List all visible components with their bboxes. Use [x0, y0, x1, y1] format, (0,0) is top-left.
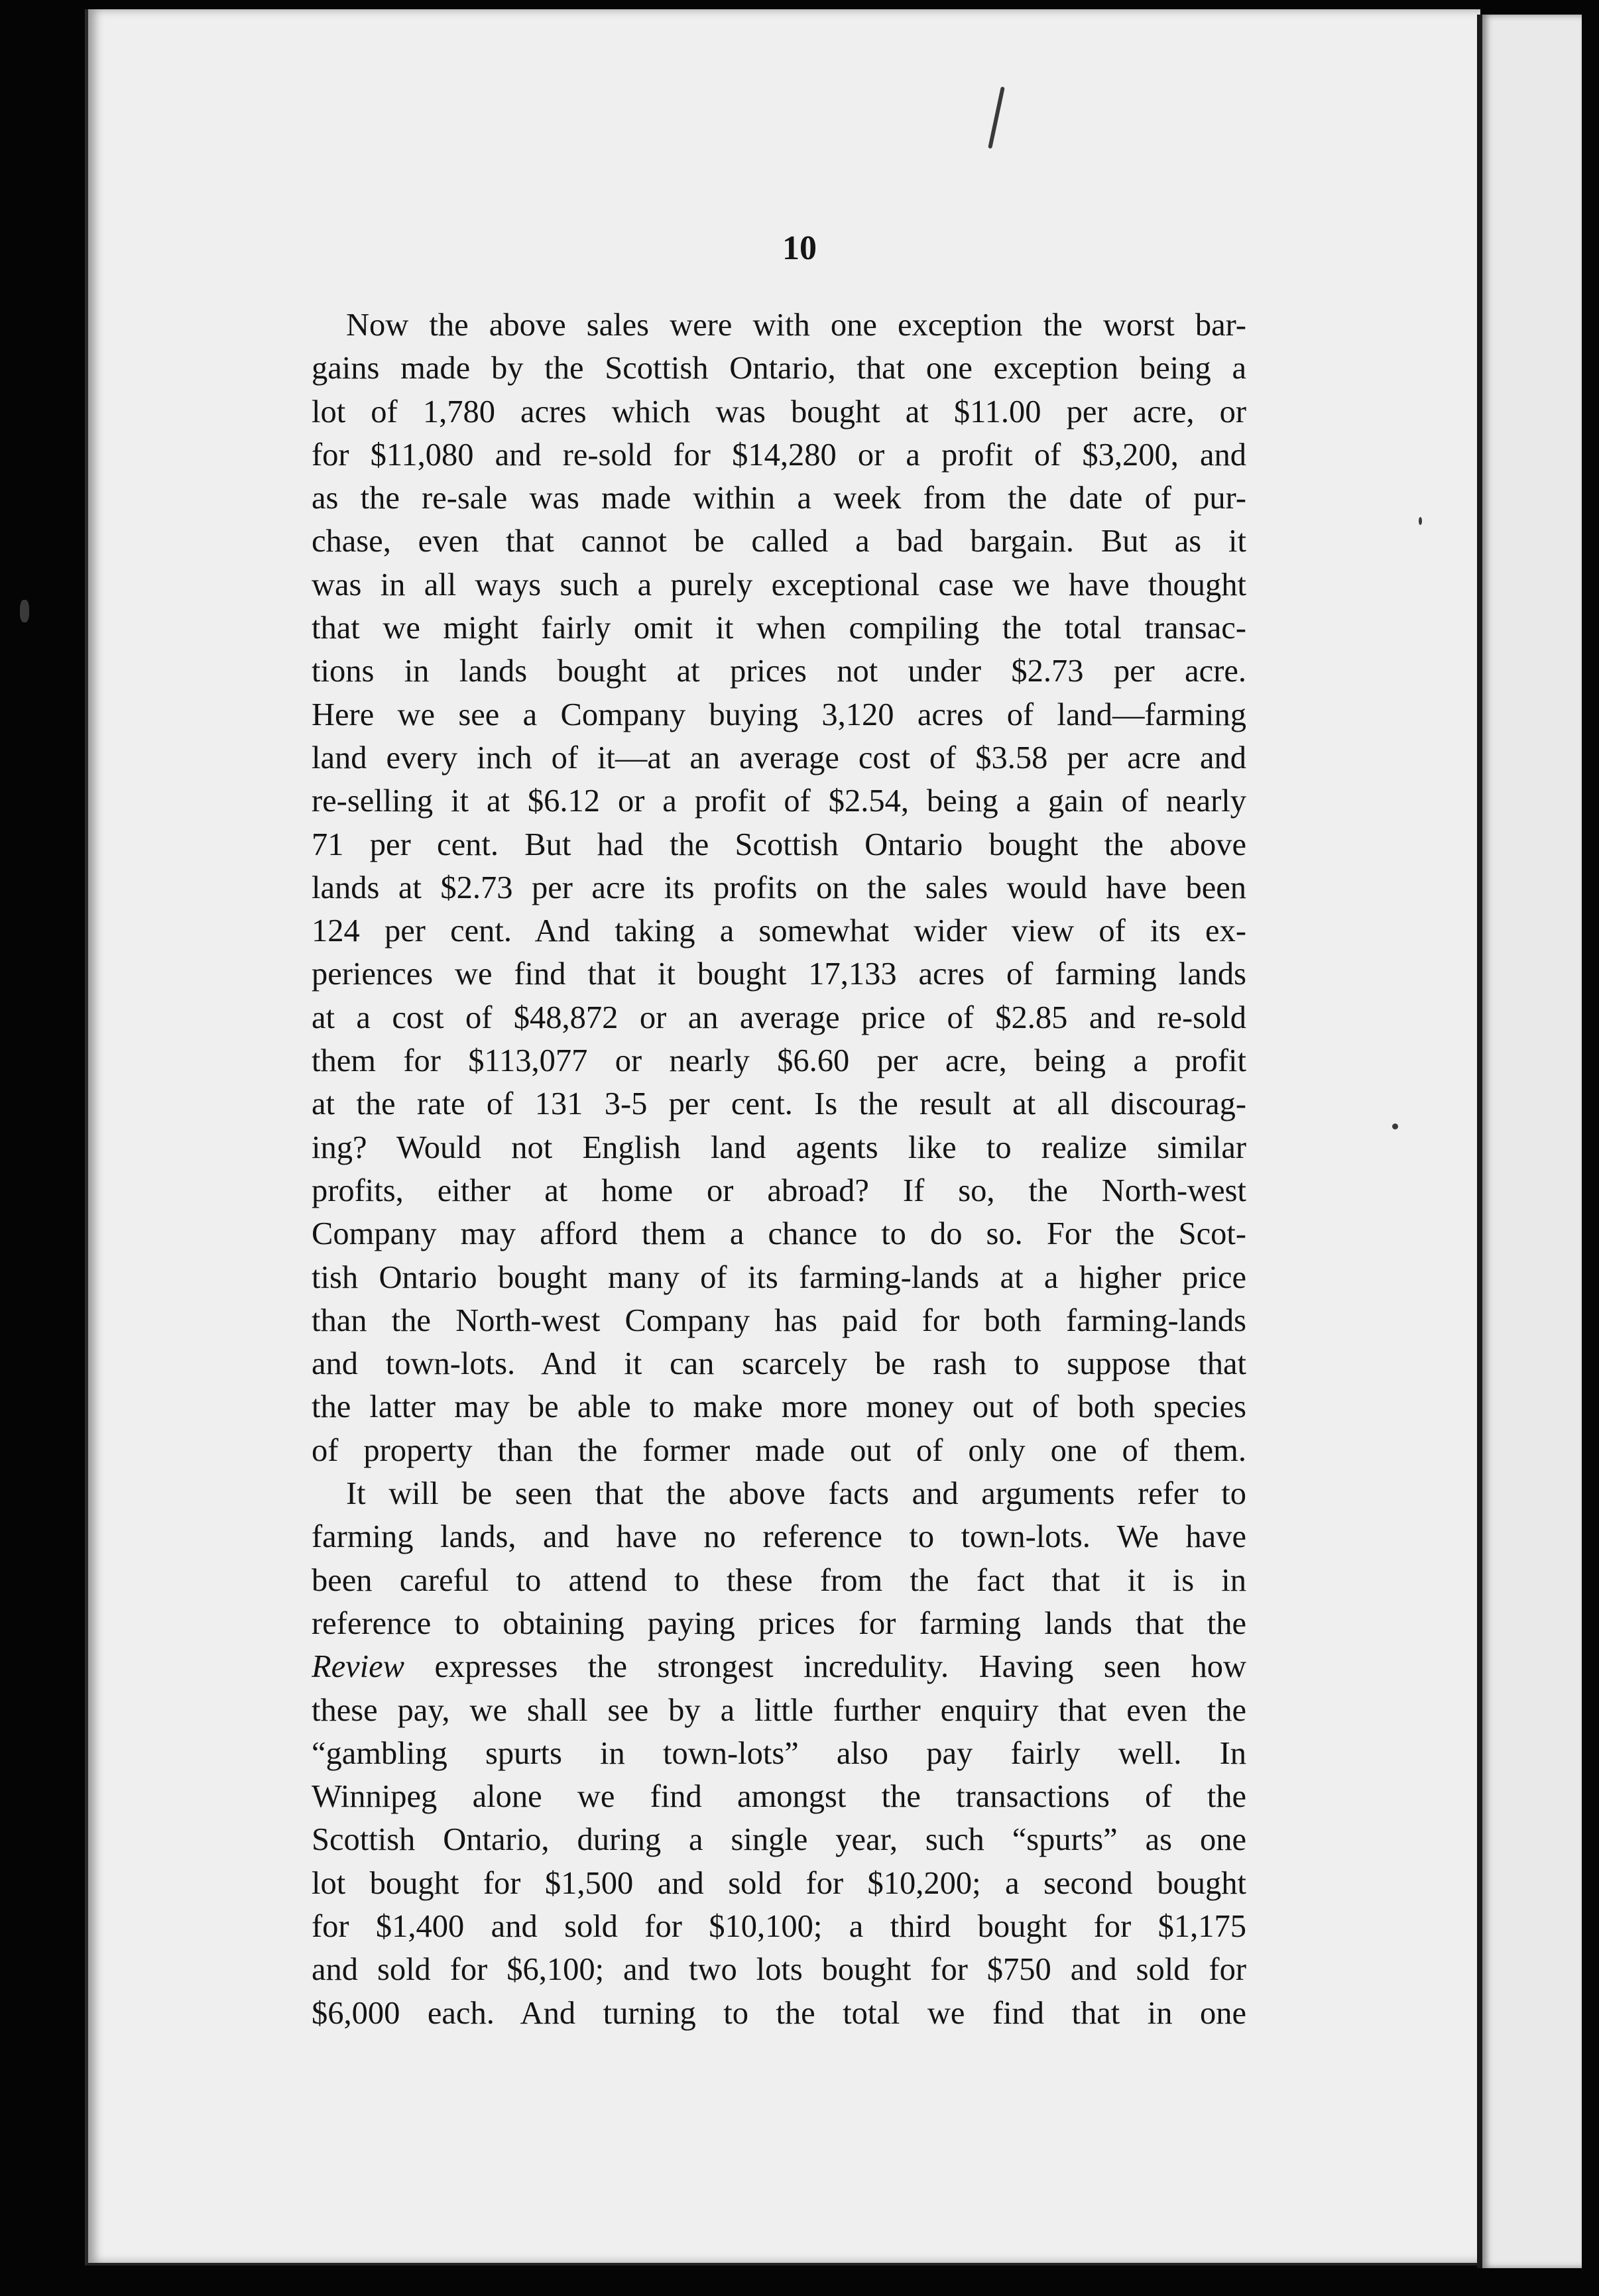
text-line: at a cost of $48,872 or an average price of $2.85 and re-sold	[312, 1000, 1246, 1035]
text-line: It will be seen that the above facts and arguments refer to	[346, 1476, 1246, 1512]
text-line: these pay, we shall see by a little further enquiry that even the	[312, 1692, 1246, 1728]
text-line: lot bought for $1,500 and sold for $10,200; a second bought	[312, 1865, 1246, 1901]
text-line: ing? Would not English land agents like to realize similar	[312, 1129, 1246, 1165]
text-line: gains made by the Scottish Ontario, that one exception being a	[312, 351, 1246, 386]
text-line: lands at $2.73 per acre its profits on the sales would have been	[312, 870, 1246, 905]
page-number: 10	[782, 229, 817, 267]
text-line: for $1,400 and sold for $10,100; a third bought for $1,175	[312, 1908, 1246, 1944]
text-line: of property than the former made out of only one of them.	[312, 1432, 1246, 1468]
text-line: Winnipeg alone we find amongst the transactions of the	[312, 1779, 1246, 1815]
text-line: periences we find that it bought 17,133 acres of farming lands	[312, 956, 1246, 992]
ink-speck	[20, 600, 29, 622]
body-text	[312, 304, 1246, 2035]
paragraph-2	[312, 1472, 1246, 2035]
paragraph-1	[312, 304, 1246, 1472]
text-line: land every inch of it—at an average cost of $3.58 per acre and	[312, 740, 1246, 775]
text-line: $6,000 each. And turning to the total we find that in one	[312, 1995, 1246, 2031]
text-line: Scottish Ontario, during a single year, such “spurts” as one	[312, 1822, 1246, 1858]
text-line: the latter may be able to make more money out of both species	[312, 1389, 1246, 1425]
text-line: reference to obtaining paying prices for farming lands that the	[312, 1605, 1246, 1641]
text-line: tish Ontario bought many of its farming-lands at a higher price	[312, 1259, 1246, 1295]
text-line: for $11,080 and re-sold for $14,280 or a profit of $3,200, and	[312, 437, 1246, 473]
text-line: and town-lots. And it can scarcely be rash to suppose that	[312, 1346, 1246, 1382]
text-line: as the re-sale was made within a week from the date of pur-	[312, 481, 1246, 516]
italic-title: Review	[312, 1649, 405, 1685]
text-line: that we might fairly omit it when compiling the total transac-	[312, 610, 1246, 646]
text-line: farming lands, and have no reference to town-lots. We have	[312, 1519, 1246, 1555]
text-line: lot of 1,780 acres which was bought at $11.00 per acre, or	[312, 394, 1246, 430]
text-line: re-selling it at $6.12 or a profit of $2.54, being a gain of nearly	[312, 783, 1246, 819]
ink-speck	[1392, 1123, 1398, 1129]
text-line-with-italic	[312, 1645, 1246, 1688]
text-line: than the North-west Company has paid for both farming-lands	[312, 1302, 1246, 1338]
text-line: at the rate of 131 3-5 per cent. Is the result at all discourag-	[312, 1086, 1246, 1122]
text-line: was in all ways such a purely exceptional case we have thought	[312, 567, 1246, 603]
adjacent-page-edge	[1477, 15, 1582, 2268]
ink-speck	[1419, 517, 1422, 525]
text-line: profits, either at home or abroad? If so, the North-west	[312, 1173, 1246, 1208]
text-line: chase, even that cannot be called a bad bargain. But as it	[312, 524, 1246, 559]
text-line: them for $113,077 or nearly $6.60 per acre, being a profit	[312, 1043, 1246, 1079]
text-line: been careful to attend to these from the fact that it is in	[312, 1562, 1246, 1598]
text-line: “gambling spurts in town-lots” also pay fairly well. In	[312, 1735, 1246, 1771]
text-line: Here we see a Company buying 3,120 acres of land—farming	[312, 697, 1246, 732]
text-line-rest: expresses the strongest incredulity. Having seen how	[434, 1649, 1246, 1685]
text-line: Now the above sales were with one exception the worst bar-	[346, 308, 1246, 343]
text-line: and sold for $6,100; and two lots bought for $750 and sold for	[312, 1952, 1246, 1988]
text-line: Company may afford them a chance to do so. For the Scot-	[312, 1216, 1246, 1252]
text-line: tions in lands bought at prices not under $2.73 per acre.	[312, 654, 1246, 689]
text-line: 71 per cent. But had the Scottish Ontario bought the above	[312, 827, 1246, 862]
text-line: 124 per cent. And taking a somewhat wider view of its ex-	[312, 913, 1246, 949]
